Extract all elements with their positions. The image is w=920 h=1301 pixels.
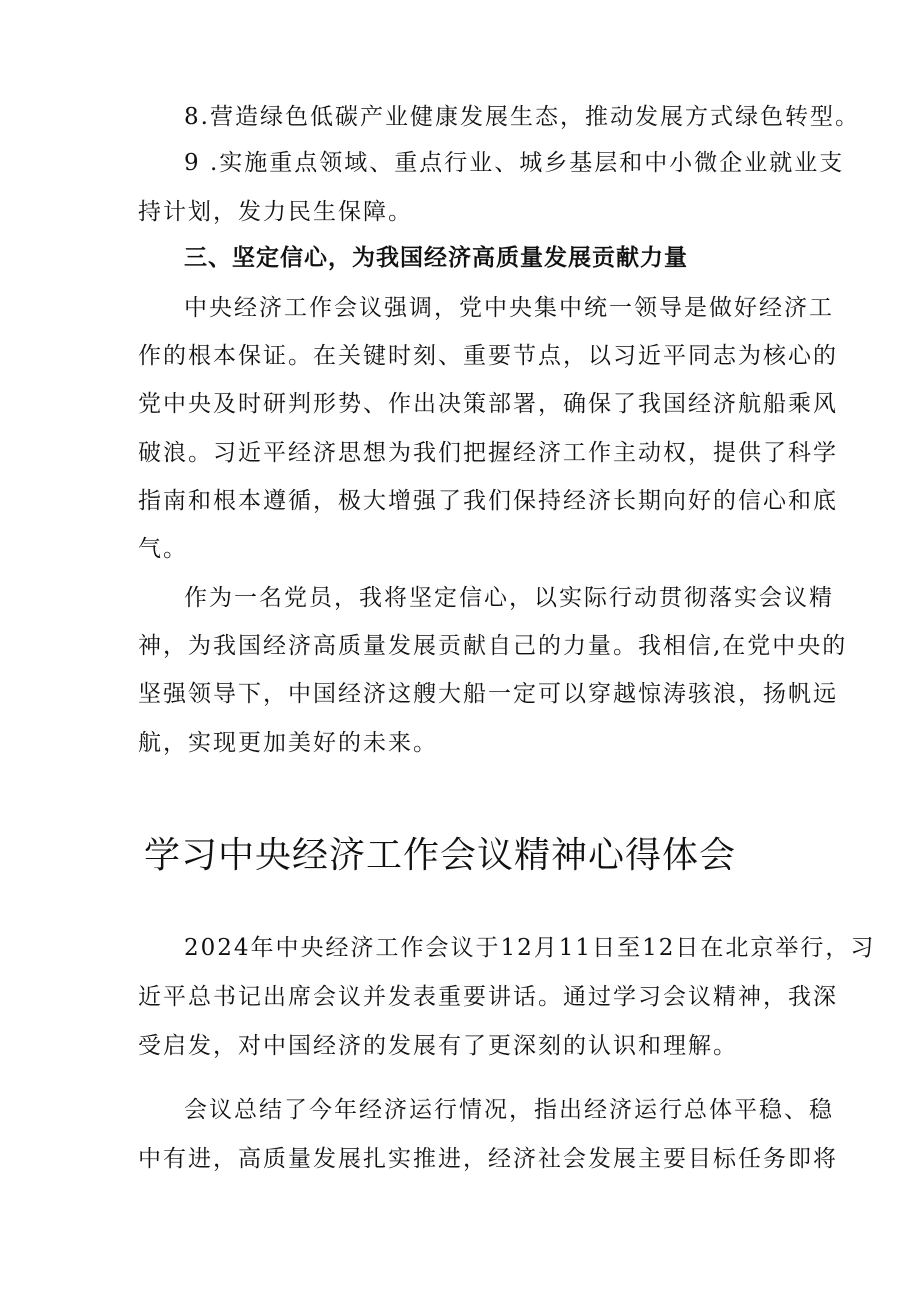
section-heading: 三、坚定信心，为我国经济高质量发展贡献力量 [184, 245, 688, 271]
list-item-9-line-1: 9 .实施重点领域、重点行业、城乡基层和中小微企业就业支 [184, 150, 845, 176]
article-title: 学习中央经济工作会议精神心得体会 [143, 835, 736, 876]
paragraph-line: 神，为我国经济高质量发展贡献自己的力量。我相信,在党中央的 [138, 633, 848, 659]
paragraph-line: 近平总书记出席会议并发表重要讲话。通过学习会议精神，我深 [138, 984, 838, 1010]
paragraph-line: 中有进，高质量发展扎实推进，经济社会发展主要目标任务即将 [138, 1146, 838, 1172]
paragraph-line: 2024年中央经济工作会议于12月11日至12日在北京举行，习 [184, 935, 876, 961]
paragraph-line: 坚强领导下，中国经济这艘大船一定可以穿越惊涛骇浪，扬帆远 [138, 681, 838, 707]
paragraph-line: 指南和根本遵循，极大增强了我们保持经济长期向好的信心和底 [138, 488, 838, 514]
paragraph-line: 党中央及时研判形势、作出决策部署，确保了我国经济航船乘风 [138, 391, 838, 417]
paragraph-line: 作为一名党员，我将坚定信心，以实际行动贯彻落实会议精 [184, 585, 834, 611]
list-item-8: 8.营造绿色低碳产业健康发展生态，推动发展方式绿色转型。 [184, 104, 860, 130]
paragraph-line: 航，实现更加美好的未来。 [138, 730, 438, 756]
list-item-9-line-2: 持计划，发力民生保障。 [138, 199, 413, 225]
paragraph-line: 会议总结了今年经济运行情况，指出经济运行总体平稳、稳 [184, 1097, 834, 1123]
paragraph-line: 破浪。习近平经济思想为我们把握经济工作主动权，提供了科学 [138, 440, 838, 466]
paragraph-line: 作的根本保证。在关键时刻、重要节点，以习近平同志为核心的 [138, 343, 838, 369]
paragraph-line: 受启发，对中国经济的发展有了更深刻的认识和理解。 [138, 1033, 738, 1059]
paragraph-line: 气。 [138, 536, 188, 562]
paragraph-line: 中央经济工作会议强调，党中央集中统一领导是做好经济工 [184, 295, 834, 321]
